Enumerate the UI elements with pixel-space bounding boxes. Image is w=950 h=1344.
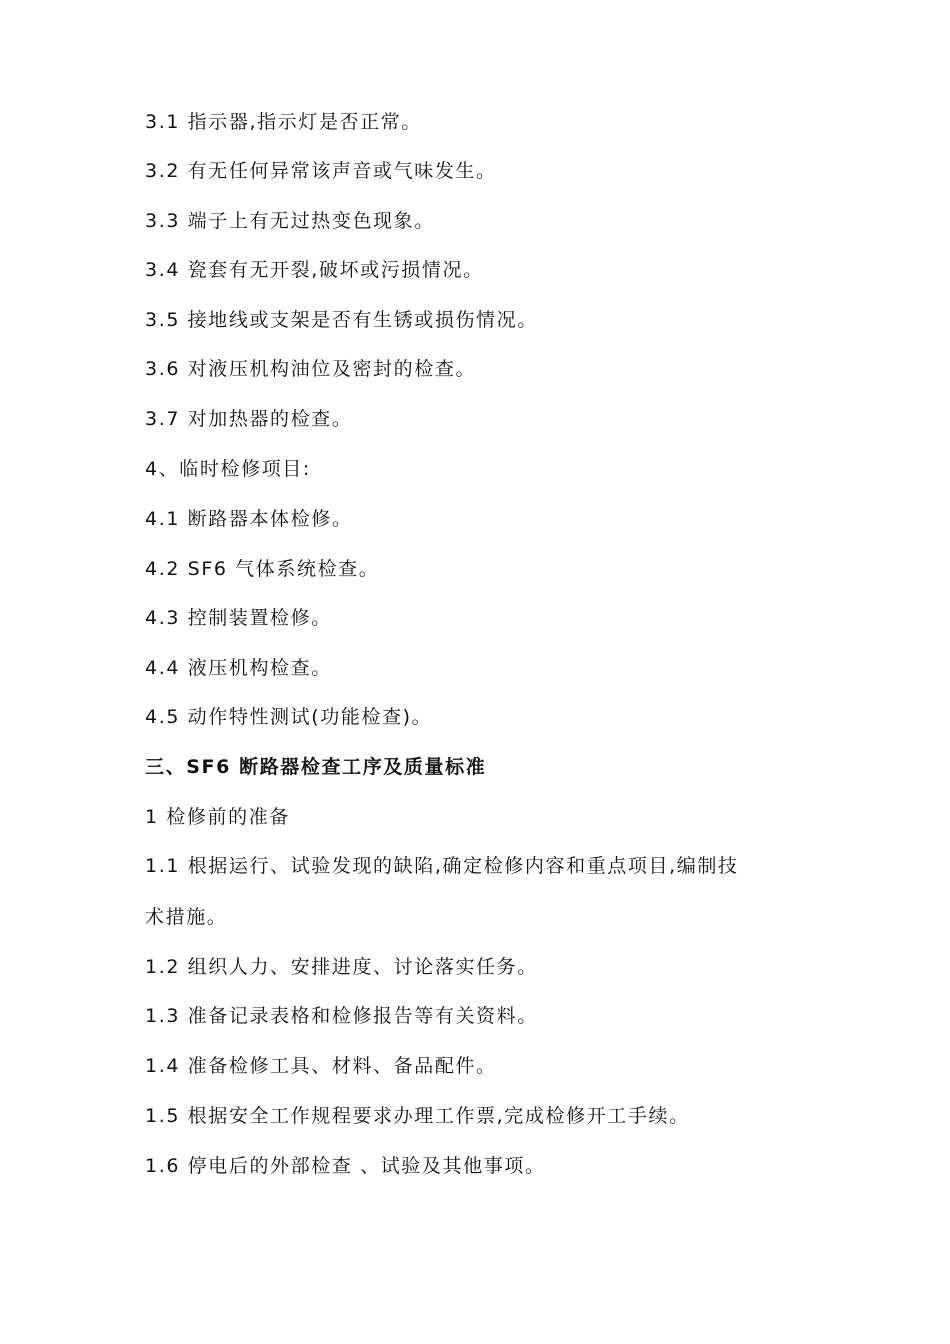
text-line-1-6: 1.6 停电后的外部检查 、试验及其他事项。 bbox=[145, 1155, 546, 1177]
subsection-1-heading: 1 检修前的准备 bbox=[145, 806, 290, 828]
text-line-1-4: 1.4 准备检修工具、材料、备品配件。 bbox=[145, 1055, 497, 1077]
text-line-1-1: 1.1 根据运行、试验发现的缺陷,确定检修内容和重点项目,编制技 bbox=[145, 855, 739, 877]
text-line-3-2: 3.2 有无任何异常该声音或气味发生。 bbox=[145, 160, 497, 182]
section-4-heading: 4、临时检修项目: bbox=[145, 458, 311, 480]
text-line-3-5: 3.5 接地线或支架是否有生锈或损伤情况。 bbox=[145, 309, 538, 331]
text-line-3-6: 3.6 对液压机构油位及密封的检查。 bbox=[145, 358, 477, 380]
text-line-1-1-continued: 术措施。 bbox=[145, 906, 228, 928]
text-line-3-7: 3.7 对加热器的检查。 bbox=[145, 408, 353, 430]
text-line-1-3: 1.3 准备记录表格和检修报告等有关资料。 bbox=[145, 1005, 538, 1027]
text-line-4-2: 4.2 SF6 气体系统检查。 bbox=[145, 558, 380, 580]
text-line-4-1: 4.1 断路器本体检修。 bbox=[145, 508, 353, 530]
text-line-4-5: 4.5 动作特性测试(功能检查)。 bbox=[145, 706, 433, 728]
section-3-title: 三、SF6 断路器检查工序及质量标准 bbox=[145, 756, 487, 778]
text-line-1-2: 1.2 组织人力、安排进度、讨论落实任务。 bbox=[145, 956, 538, 978]
text-line-4-3: 4.3 控制装置检修。 bbox=[145, 607, 332, 629]
text-line-3-1: 3.1 指示器,指示灯是否正常。 bbox=[145, 111, 422, 133]
text-line-1-5: 1.5 根据安全工作规程要求办理工作票,完成检修开工手续。 bbox=[145, 1105, 690, 1127]
text-line-4-4: 4.4 液压机构检查。 bbox=[145, 657, 332, 679]
text-line-3-4: 3.4 瓷套有无开裂,破坏或污损情况。 bbox=[145, 259, 484, 281]
text-line-3-3: 3.3 端子上有无过热变色现象。 bbox=[145, 210, 435, 232]
